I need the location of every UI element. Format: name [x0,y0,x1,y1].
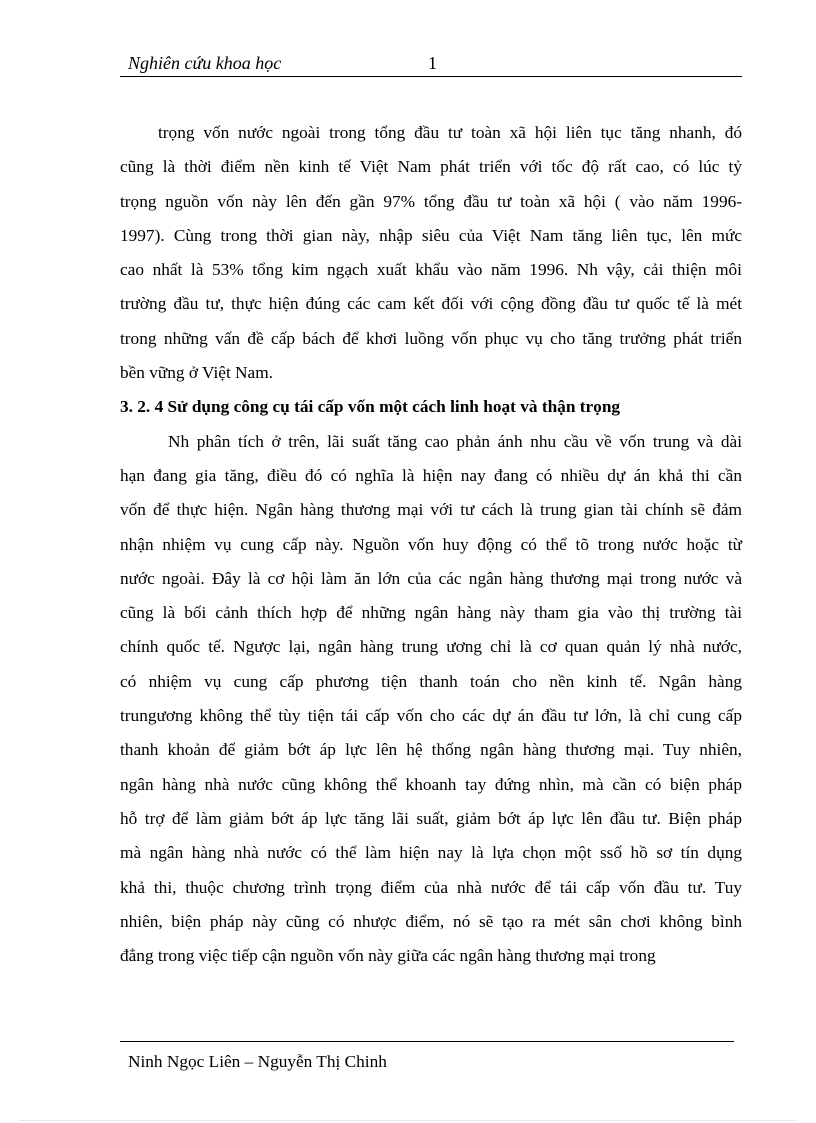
text-line: có nhiệm vụ cung cấp phương tiện thanh toán cho nền kinh tế. Ngân hàng [120,671,742,691]
text-line: đẳng trong việc tiếp cận nguồn vốn này giữa các ngân hàng thương mại trong [120,946,656,966]
text-line: trường đầu tư, thực hiện đúng các cam kết đối với cộng đồng đầu tư quốc tế là mét [120,294,742,314]
paragraph-1 [120,116,742,390]
text-line: nhiên, biện pháp này cũng có nhược điểm, nó sẽ tạo ra mét sân chơi không bình [120,911,742,931]
text-line: Nh phân tích ở trên, lãi suất tăng cao phản ánh nhu cầu về vốn trung và dài [168,431,742,451]
page-header [120,52,742,77]
header-title: Nghiên cứu khoa học [128,53,282,73]
text-line: cũng là thời điểm nền kinh tế Việt Nam phát triển với tốc độ rất cao, có lúc tỷ [120,157,742,177]
text-line: thanh khoản để giảm bớt áp lực lên hệ thống ngân hàng thương mại. Tuy nhiên, [120,740,742,760]
document-body [120,116,742,973]
text-line: nhận nhiệm vụ cung cấp này. Nguồn vốn huy động có thể tõ trong nước hoặc từ [120,534,742,554]
text-line: trọng vốn nước ngoài trong tổng đầu tư toàn xã hội liên tục tăng nhanh, đó [158,123,742,142]
text-line: trungương không thể tùy tiện tái cấp vốn cho các dự án đầu tư lớn, là chỉ cung cấp [120,706,742,726]
text-line: cao nhất là 53% tổng kim ngạch xuất khẩu vào năm 1996. Nh vậy, cải thiện môi [120,260,742,280]
text-line: mà ngân hàng nhà nước có thể làm hiện nay là lựa chọn một ssố hồ sơ tín dụng [120,843,742,863]
text-line: vốn để thực hiện. Ngân hàng thương mại với tư cách là trung gian tài chính sẽ đảm [120,500,742,520]
text-line: hạn đang gia tăng, điều đó có nghĩa là hiện nay đang có nhiều dự án khả thi cần [120,465,742,485]
text-line: trong những vấn đề cấp bách để khơi luồng vốn phục vụ cho tăng trưởng phát triển [120,328,742,348]
text-line: ngân hàng nhà nước cũng không thể khoanh tay đứng nhìn, mà cần có biện pháp [120,774,742,794]
text-line: chính quốc tế. Ngược lại, ngân hàng trung ương chỉ là cơ quan quản lý nhà nước, [120,637,742,657]
footer-divider [120,1041,734,1042]
footer-authors: Ninh Ngọc Liên – Nguyễn Thị Chinh [128,1052,387,1071]
text-line: khả thi, thuộc chương trình trọng điểm của nhà nước để tái cấp vốn đầu tư. Tuy [120,877,742,897]
text-line: nước ngoài. Đây là cơ hội làm ăn lớn của các ngân hàng thương mại trong nước và [120,568,742,588]
text-line: hỗ trợ để làm giảm bớt áp lực tăng lãi suất, giảm bớt áp lực lên đầu tư. Biện pháp [120,808,742,828]
page-number: 1 [428,53,437,73]
text-line: cũng là bối cảnh thích hợp để những ngân hàng này tham gia vào thị trường tài [120,603,742,623]
text-line: bền vững ở Việt Nam. [120,363,273,383]
paragraph-2 [120,425,742,974]
page-edge-divider [20,1120,796,1121]
section-heading: 3. 2. 4 Sử dụng công cụ tái cấp vốn một cách linh hoạt và thận trọng [120,397,621,417]
text-line: 1997). Cùng trong thời gian này, nhập siêu của Việt Nam tăng liên tục, lên mức [120,225,742,245]
text-line: trọng nguồn vốn này lên đến gần 97% tổng đầu tư toàn xã hội ( vào năm 1996- [120,191,742,211]
